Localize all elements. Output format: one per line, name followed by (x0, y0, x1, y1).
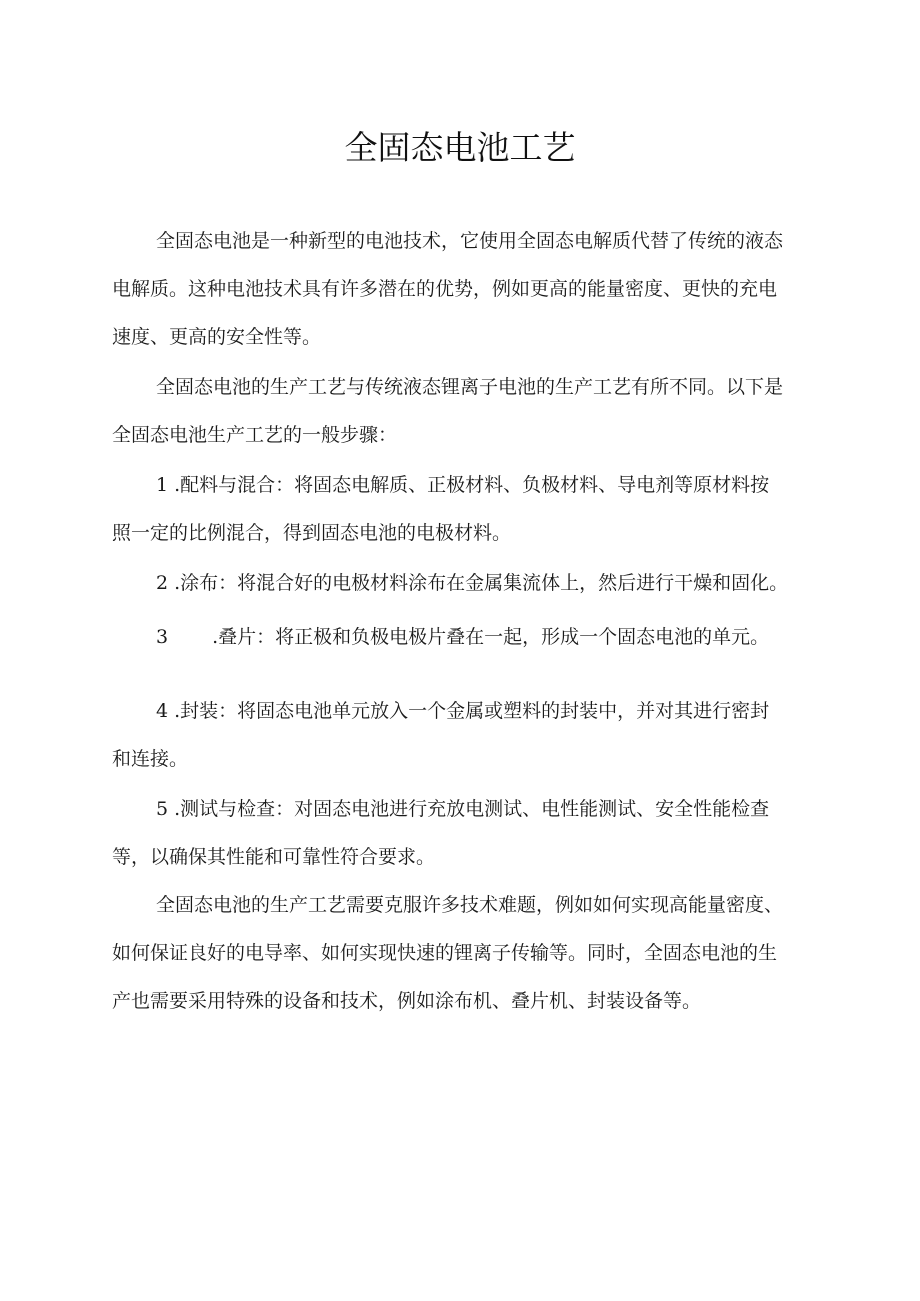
step-3-line-1 (156, 622, 769, 652)
conclusion-line-3: 产也需要采用特殊的设备和技术，例如涂布机、叠片机、封装设备等。 (112, 990, 702, 1012)
step-3-text: .叠片：将正极和负极电极片叠在一起，形成一个固态电池的单元。 (212, 626, 770, 648)
step-4-line-2: 和连接。 (112, 748, 189, 770)
step-2-number: 2 (156, 572, 169, 594)
intro-line-3: 速度、更高的安全性等。 (112, 326, 322, 348)
document-title: 全固态电池工艺 (344, 128, 576, 167)
conclusion-line-2: 如何保证良好的电导率、如何实现快速的锂离子传输等。同时，全固态电池的生 (112, 942, 778, 964)
process-intro-line-2: 全固态电池生产工艺的一般步骤： (112, 424, 398, 446)
step-5-number: 5 (156, 798, 169, 820)
step-2-text: .涂布：将混合好的电极材料涂布在金属集流体上，然后进行干燥和固化。 (174, 572, 789, 594)
step-1-line-2: 照一定的比例混合，得到固态电池的电极材料。 (112, 522, 512, 544)
step-1-text: .配料与混合：将固态电解质、正极材料、负极材料、导电剂等原材料按 (174, 474, 770, 496)
step-5-text: .测试与检查：对固态电池进行充放电测试、电性能测试、安全性能检查 (174, 798, 770, 820)
step-4-text: .封装：将固态电池单元放入一个金属或塑料的封装中，并对其进行密封 (174, 700, 770, 722)
step-1-number: 1 (156, 474, 169, 496)
intro-line-2: 电解质。这种电池技术具有许多潜在的优势，例如更高的能量密度、更快的充电 (112, 278, 778, 300)
conclusion-line-1: 全固态电池的生产工艺需要克服许多技术难题，例如如何实现高能量密度、 (156, 894, 784, 916)
intro-line-1: 全固态电池是一种新型的电池技术，它使用全固态电解质代替了传统的液态 (156, 230, 784, 252)
step-4-number: 4 (156, 700, 169, 722)
step-4-line-1 (156, 696, 769, 726)
step-5-line-2: 等，以确保其性能和可靠性符合要求。 (112, 846, 436, 868)
step-3-number: 3 (156, 626, 169, 648)
step-5-line-1 (156, 794, 769, 824)
step-2-line-1 (156, 568, 788, 598)
step-1-line-1 (156, 470, 769, 500)
process-intro-line-1: 全固态电池的生产工艺与传统液态锂离子电池的生产工艺有所不同。以下是 (156, 376, 784, 398)
